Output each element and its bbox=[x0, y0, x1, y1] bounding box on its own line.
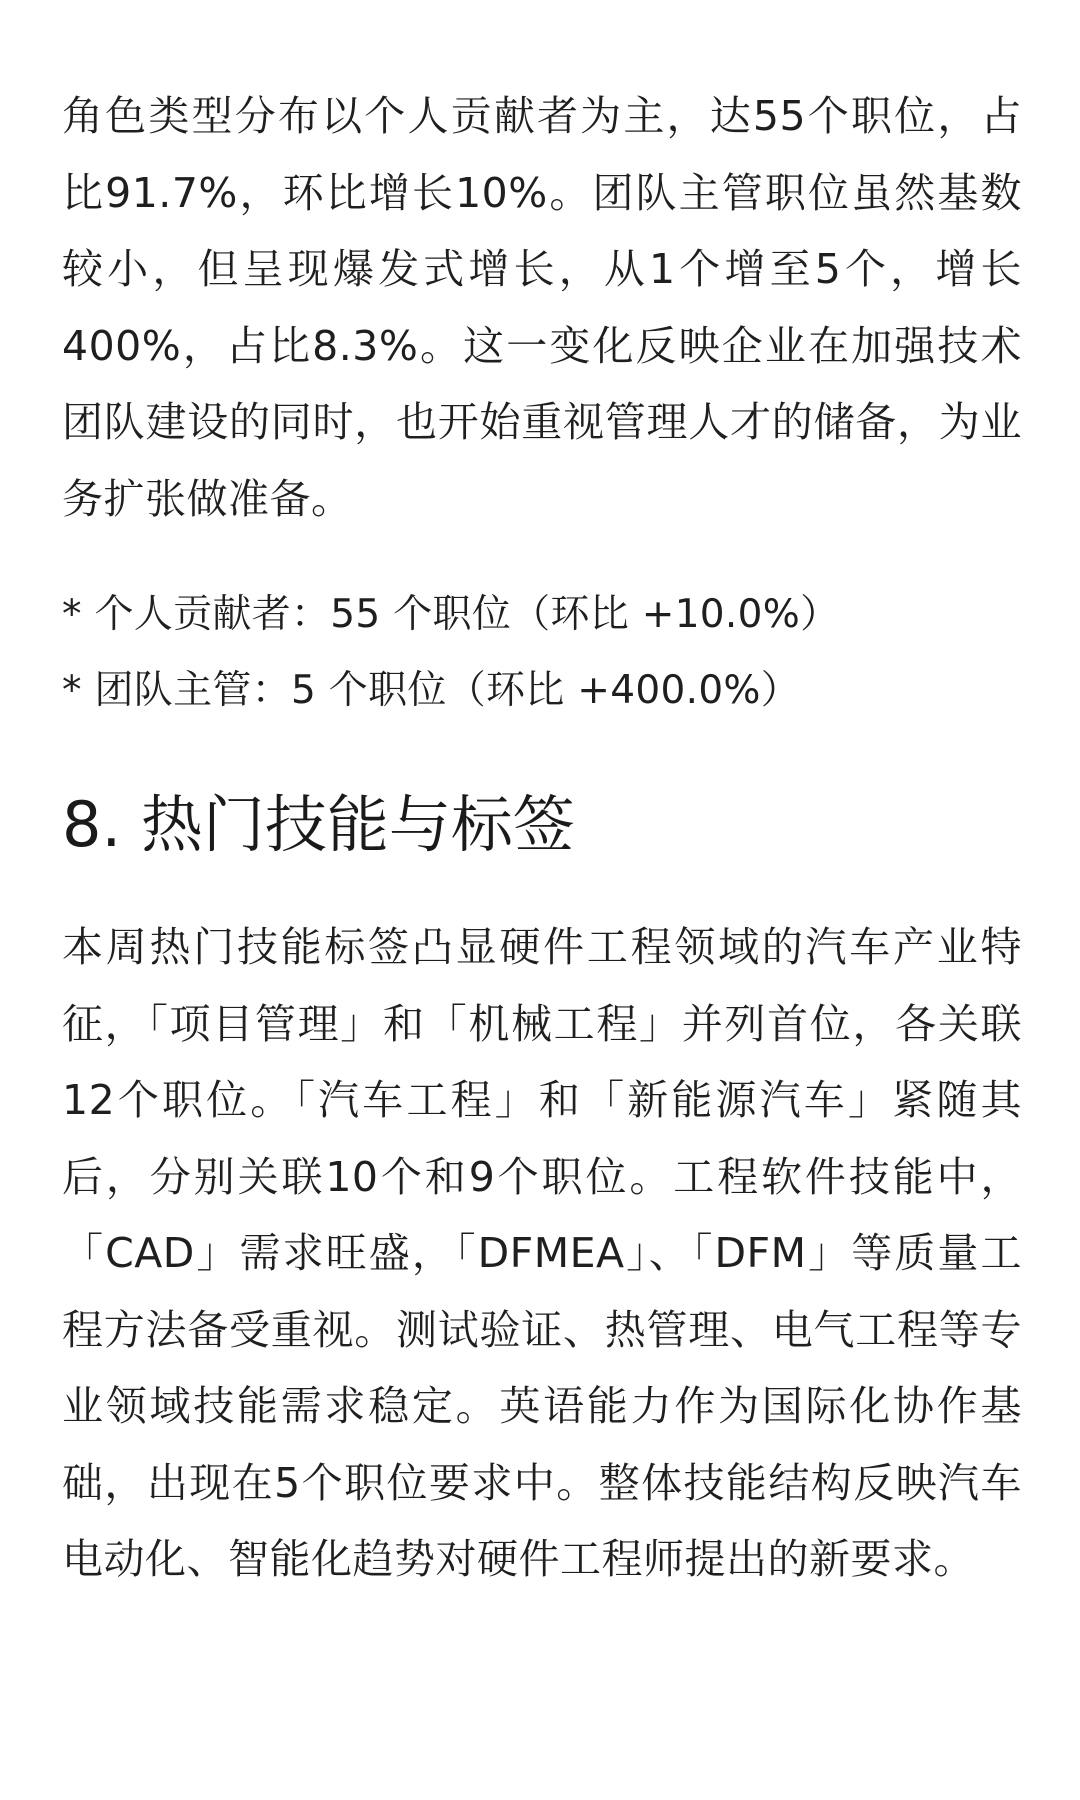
role-distribution-paragraph: 角色类型分布以个人贡献者为主，达55个职位，占比91.7%，环比增长10%。团队主管职位虽然基数较小，但呈现爆发式增长，从1个增至5个，增长400%，占比8.3%。这一变化反映企业在加强技术团队建设的同时，也开始重视管理人才的储备，为业务扩张做准备。 bbox=[62, 92, 1022, 523]
section-heading: 8. 热门技能与标签 bbox=[62, 788, 575, 861]
list-item-individual-contributor: * 个人贡献者：55 个职位（环比 +10.0%） bbox=[62, 592, 840, 637]
article-body bbox=[62, 78, 1022, 1598]
list-item-team-lead: * 团队主管：5 个职位（环比 +400.0%） bbox=[62, 668, 801, 713]
role-breakdown-list bbox=[62, 577, 1022, 729]
hot-skills-paragraph: 本周热门技能标签凸显硬件工程领域的汽车产业特征，「项目管理」和「机械工程」并列首位，各关联12个职位。「汽车工程」和「新能源汽车」紧随其后，分别关联10个和9个职位。工程软件技能中，「CAD」需求旺盛，「DFMEA」、「DFM」等质量工程方法备受重视。测试验证、热管理、电气工程等专业领域技能需求稳定。英语能力作为国际化协作基础，出现在5个职位要求中。整体技能结构反映汽车电动化、智能化趋势对硬件工程师提出的新要求。 bbox=[62, 923, 1022, 1583]
